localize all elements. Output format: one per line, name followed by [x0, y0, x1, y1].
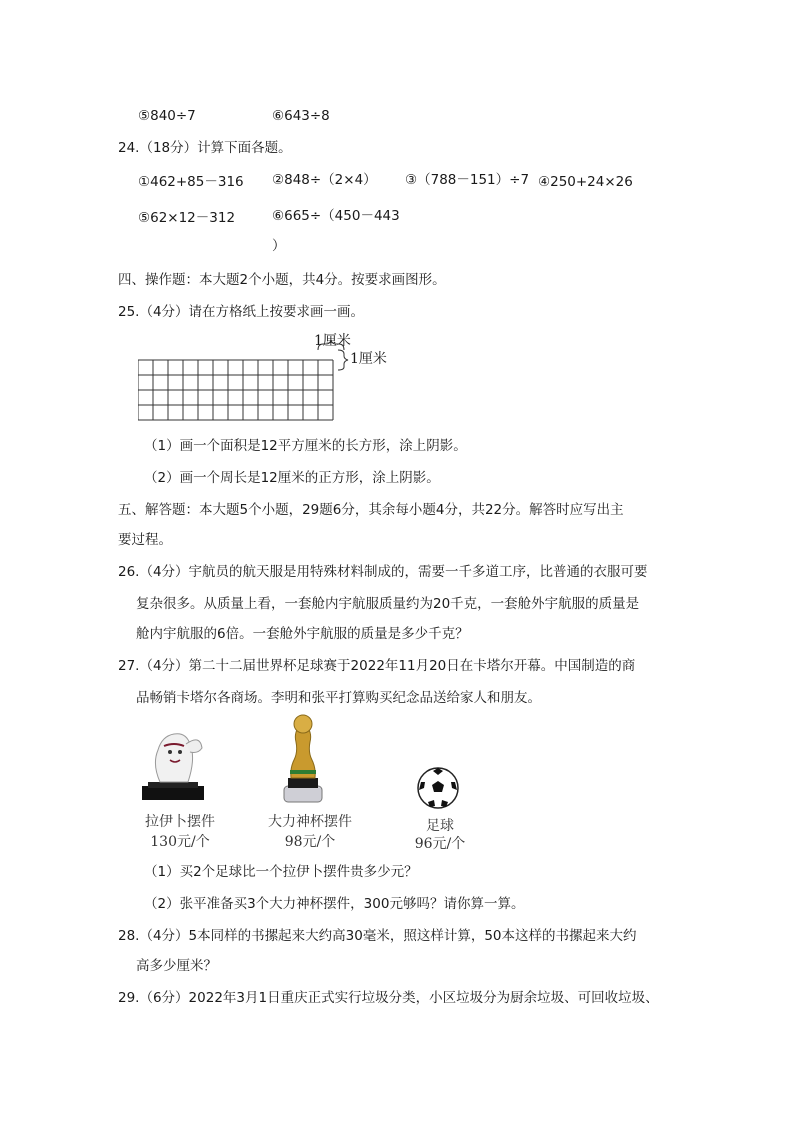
- q25-sub-1: （1）画一个面积是12平方厘米的长方形，涂上阴影。: [144, 438, 467, 454]
- product-name-2: 大力神杯摆件: [268, 814, 352, 830]
- q28-line-2: 高多少厘米？: [136, 958, 217, 974]
- grid-label-top: 1厘米: [314, 333, 351, 349]
- grid-label-side: 1厘米: [350, 351, 387, 367]
- q27-sub-1: （1）买2个足球比一个拉伊卜摆件贵多少元？: [144, 864, 418, 880]
- q26-line-3: 舱内宇航服的6倍。一套舱外宇航服的质量是多少千克？: [136, 626, 469, 642]
- product-name-1: 拉伊卜摆件: [145, 814, 215, 830]
- product-price-2: 98元/个: [284, 834, 336, 850]
- q23-item-5: ⑤840÷7: [138, 108, 196, 124]
- section5-header-line-2: 要过程。: [118, 532, 172, 548]
- q24-header: 24.（18分）计算下面各题。: [118, 140, 292, 156]
- section4-header: 四、操作题：本大题2个小题，共4分。按要求画图形。: [118, 272, 446, 288]
- q25-header: 25.（4分）请在方格纸上按要求画一画。: [118, 304, 365, 320]
- q24-item-4: ④250+24×26: [538, 174, 633, 190]
- soccer-ball-image: [416, 766, 460, 810]
- product-name-3: 足球: [426, 818, 454, 834]
- q27-line-2: 品畅销卡塔尔各商场。李明和张平打算购买纪念品送给家人和朋友。: [136, 690, 541, 706]
- q24-item-6: ⑥665÷（450－443: [272, 208, 400, 224]
- product-price-3: 96元/个: [414, 836, 466, 852]
- laeeb-figurine-image: [138, 724, 208, 804]
- q24-item-3: ③（788－151）÷7: [405, 172, 530, 188]
- q29-line-1: 29.（6分）2022年3月1日重庆正式实行垃圾分类，小区垃圾分为厨余垃圾、可回收垃圾、: [118, 990, 659, 1006]
- q27-line-1: 27.（4分）第二十二届世界杯足球赛于2022年11月20日在卡塔尔开幕。中国制造的商: [118, 658, 636, 674]
- laeeb-figurine-icon: [138, 724, 208, 804]
- q25-sub-2: （2）画一个周长是12厘米的正方形，涂上阴影。: [144, 470, 440, 486]
- q26-line-2: 复杂很多。从质量上看，一套舱内宇航服质量约为20千克，一套舱外宇航服的质量是: [136, 596, 640, 612]
- q26-line-1: 26.（4分）宇航员的航天服是用特殊材料制成的，需要一千多道工序，比普通的衣服可要: [118, 564, 648, 580]
- q28-line-1: 28.（4分）5本同样的书摞起来大约高30毫米，照这样计算，50本这样的书摞起来大约: [118, 928, 637, 944]
- soccer-ball-icon: [416, 766, 460, 810]
- grid-paper: [138, 333, 398, 424]
- q27-sub-2: （2）张平准备买3个大力神杯摆件，300元够吗？请你算一算。: [144, 896, 525, 912]
- q24-item-2: ②848÷（2×4）: [272, 172, 377, 188]
- section5-header-line-1: 五、解答题：本大题5个小题，29题6分，其余每小题4分，共22分。解答时应写出主: [118, 502, 624, 518]
- trophy-icon: [278, 712, 328, 804]
- q24-item-1: ①462+85－316: [138, 174, 244, 190]
- product-price-1: 130元/个: [150, 834, 210, 850]
- q24-item-5: ⑤62×12－312: [138, 210, 236, 226]
- q23-item-6: ⑥643÷8: [272, 108, 330, 124]
- world-cup-trophy-image: [278, 712, 328, 804]
- q24-item-6-cont: ）: [272, 238, 286, 254]
